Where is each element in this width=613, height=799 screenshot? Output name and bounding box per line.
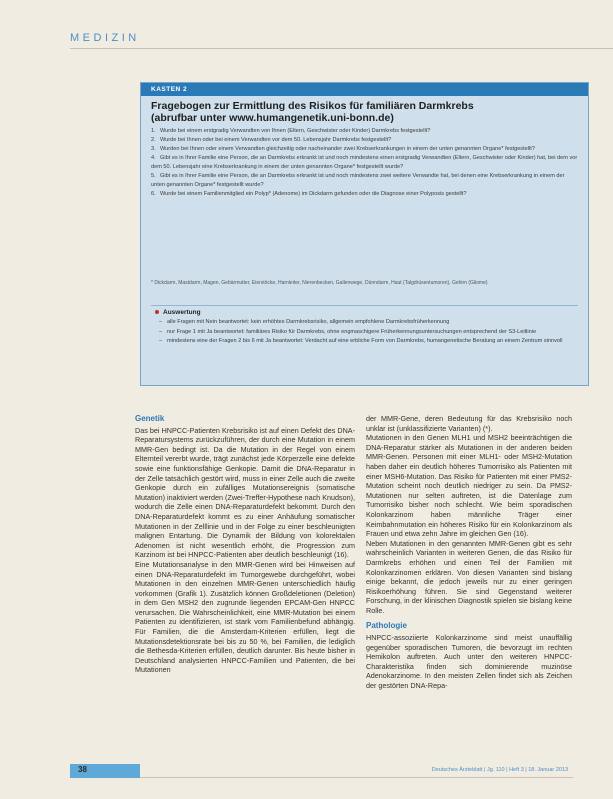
article-column-left [135,414,355,675]
question-list [151,127,579,199]
question-number: 4. [151,155,156,162]
question-text: Wurden bei Ihnen oder einem Verwandten gleichzeitig oder nacheinander zwei Krebserkrankungen in einem der unten genannten Organe* festgestellt? [160,146,535,153]
box-tag: KASTEN 2 [141,83,588,96]
question-text: Wurde bei Ihnen oder bei einem Verwandten vor dem 50. Lebensjahr Darmkrebs festgestellt? [160,137,392,144]
journal-footer: Deutsches Ärzteblatt | Jg. 110 | Heft 3 | 18. Januar 2013 [431,767,568,773]
dash-icon: – [159,319,163,325]
question-number: 6. [151,190,156,197]
question-text: Gibt es in Ihrer Familie eine Person, die an Darmkrebs erkrankt ist und noch mindestens einen erstgradig Verwandten (Eltern, Geschwister oder Kinder) hat, bei dem vor dem 50. Lebensjahr eine Krebserkrankung in einem der unten genannten Organe* festgestellt wurde? [151,155,578,170]
box-footnote: * Dickdarm, Mastdarm, Magen, Gebärmutter, Eierstöcke, Harnleiter, Nierenbecken, Gallenwege, Dünndarm, Haut (Talgdrüsentumoren), Gehirn (Gliome) [151,280,488,286]
section-heading-pathology: Pathologie [366,621,407,631]
dash-icon: – [159,338,163,345]
question-item [151,190,579,199]
question-number: 1. [151,128,156,134]
evaluation-list [159,318,577,347]
box-title [151,100,581,124]
evaluation-heading-text: Auswertung [163,309,201,316]
question-item [151,136,579,145]
question-text: Gibt es in Ihrer Familie eine Person, die an Darmkrebs erkrankt ist und noch mindestens zwei weitere Verwandte hat, bei denen eine Krebserkrankung in einem der unten genannten Organe* festgestellt wurde? [151,172,565,188]
box-title-line1: Fragebogen zur Ermittlung des Risikos für familiären Darmkrebs [151,100,474,112]
paragraph: Das bei HNPCC-Patienten Krebsrisiko ist auf einen Defekt des DNA-Reparatursystems zurückzuführen, der durch eine Mutation in einem MMR-Gen bedingt ist. Da die Mutation in der Regel von einem Elternteil vererbt wurde, trägt zunächst jede Körperzelle eine defekte sowie eine funktionsfähige Genkopie. Damit die DNA-Reparatur in der Zelle tatsächlich gestört wird, muss in einer Zelle auch die zweite Genkopie durch ein zufälliges Mutationsereignis (somatische Mutation) inaktiviert werden (Zwei-Treffer-Hypothese nach Knudson), wodurch die Zelle einen DNA-Reparaturdefekt bekommt. Durch den DNA-Reparaturdefekt kommt es zu einer Anhäufung somatischer Mutationen in der Zelllinie und in der Folge zu einer beschleunigten malignen Entartung. Die Dynamik der Bildung von kolorektalen Adenomen ist nicht wesentlich erhöht, die Progression zum Karzinom ist bei HNPCC-Patienten aber deutlich beschleunigt (16). [135,425,355,560]
evaluation-item [159,328,577,337]
question-number: 5. [151,172,156,179]
paragraph: Eine Mutationsanalyse in den MMR-Genen wird bei Hinweisen auf einen DNA-Reparaturdefekt im Tumorgewebe durchgeführt, wobei Mutationen in den einzelnen MMR-Genen unterschiedlich häufig vorkommen (Grafik 1). Zusätzlich können Großdeletionen (Deletion) in dem Gen MSH2 den zugrunde liegenden EPCAM-Gen HNPCC verursachen. Die Wahrscheinlichkeit, eine MMR-Mutation bei einem Patienten zu identifizieren, ist stark vom Familienbefund abhängig. Für Familien, die die Amsterdam-Kriterien erfüllen, liegt die Mutationsdetektionsrate bei bis zu 50 %, bei Familien, die lediglich die Bethesda-Kriterien erfüllen, deutlich darunter. Bis heute bisher in Deutschland analysierten HNPCC-Familien und Patienten, die bei Mutationen [135,559,355,675]
footer-divider [140,777,573,778]
article-column-right [366,414,572,691]
section-label: MEDIZIN [70,32,140,44]
question-item [151,154,579,171]
question-item [151,172,579,189]
question-text: Wurde bei einem erstgradig Verwandten von Ihnen (Eltern, Geschwister oder Kinder) Darmkrebs festgestellt? [160,128,431,134]
evaluation-text: nur Frage 1 mit Ja beantwortet: familiäres Risiko für Darmkrebs, ohne engmaschigere Früherkennungsuntersuchungen entsprechend der S3-Leitlinie [167,328,537,335]
evaluation-text: alle Fragen mit Nein beantwortet: kein erhöhtes Darmkrebsrisiko, allgemein empfohlene Darmkrebsfrüherkennung [167,319,450,325]
paragraph: der MMR-Gene, deren Bedeutung für das Krebsrisiko noch unklar ist (unklassifizierte Varianten) (*). [366,414,572,433]
info-box [140,82,589,386]
dash-icon: – [159,328,163,335]
evaluation-heading [155,309,201,316]
question-number: 3. [151,146,156,153]
evaluation-item [159,318,577,327]
question-number: 2. [151,137,156,144]
box-title-line2: (abrufbar unter www.humangenetik.uni-bonn.de) [151,112,394,124]
page-number: 38 [78,765,87,774]
question-item [151,127,579,136]
question-item [151,145,579,154]
paragraph: Mutationen in den Genen MLH1 und MSH2 beeinträchtigen die DNA-Reparatur stärker als Mutationen in der anderen beiden MMR-Genen. Personen mit einer MLH1- oder MSH2-Mutation haben daher ein deutlich höheres Tumorrisiko als Patienten mit einer MSH6-Mutation. Das Risiko für Patienten mit einer PMS2-Mutation scheint noch deutlich niedriger zu sein. Da PMS2-Mutationen nur selten auftreten, ist die Datenlage zum Tumorrisiko bisher noch schlecht. Wie beim sporadischen Kolonkarzinom haben männliche Träger einer Keimbahnmutation ein höheres Risiko für ein Kolonkarzinom als Frauen und etwa zehn Jahre im gleichen Gen (16). [366,433,572,539]
evaluation-text: mindestens eine der Fragen 2 bis 6 mit Ja beantwortet: Verdacht auf eine erbliche Form von Darmkrebs, humangenetische Beratung an einem Zentrum sinnvoll [167,338,563,345]
paragraph: HNPCC-assoziierte Kolonkarzinome sind meist unauffällig gegenüber sporadischen Tumoren, die bevorzugt im rechten Hemikolon auftreten. Auch unter den weiteren HNPCC-Charakteristika finden sich dominierende muzinöse Adenokarzinome. In den meisten Zellen findet sich als Zeichen der gestörten DNA-Repa- [366,633,572,691]
paragraph: Neben Mutationen in den genannten MMR-Genen gibt es sehr wahrscheinlich Varianten in weiteren Genen, die das Risiko für Darmkrebs erhöhen und einen Teil der Familien mit Kolonkarzinomen erklären. Von diesen Varianten sind bislang einige bekannt, die jedoch jeweils nur zu einer geringen Risikoerhöhung führen. Sie sind Gegenstand weiterer Forschung, in der klinischen Diagnostik spielen sie bislang keine Rolle. [366,538,572,615]
header-divider [70,48,613,49]
question-text: Wurde bei einem Familienmitglied ein Polyp* (Adenome) im Dickdarm gefunden oder die Diagnose einer Polyposis gestellt? [160,190,467,197]
evaluation-item [159,337,577,346]
section-heading-genetics: Genetik [135,414,165,423]
bullet-icon [155,310,159,314]
box-divider [151,305,578,306]
